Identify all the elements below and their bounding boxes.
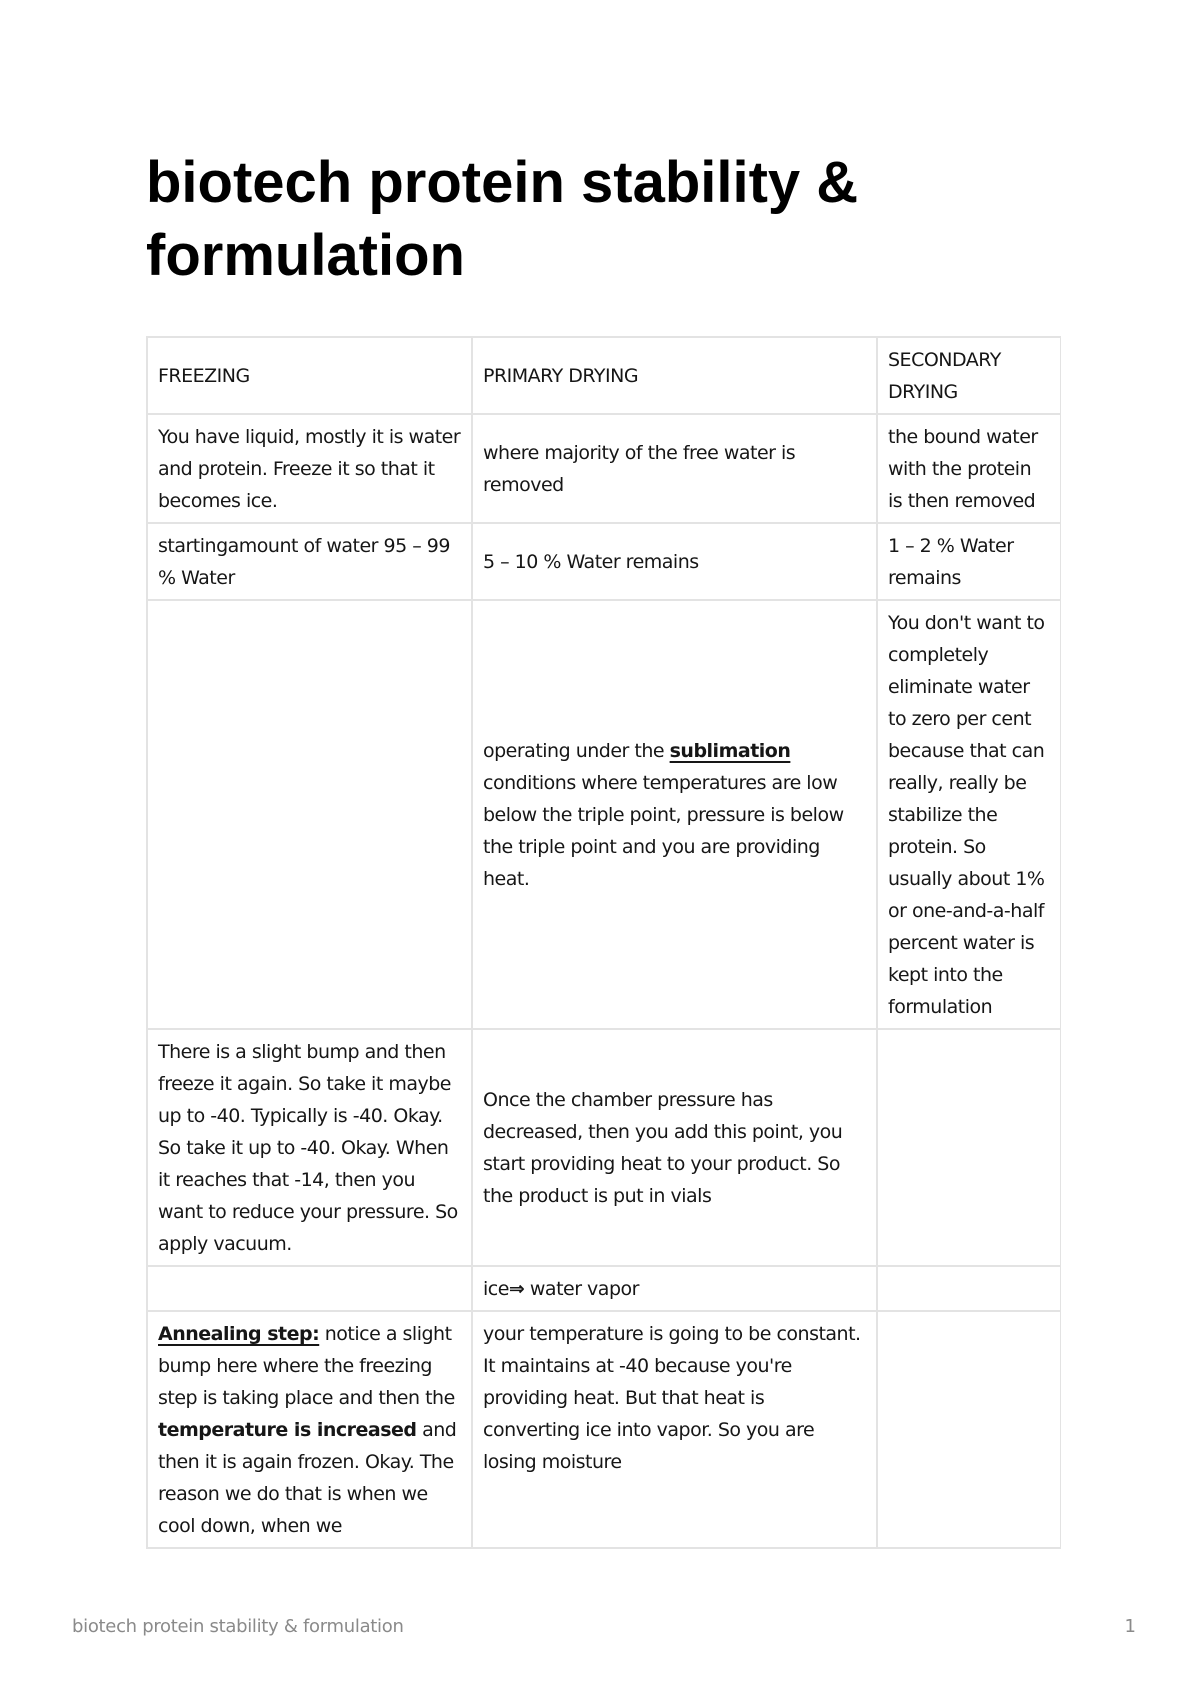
lyophilization-table-container bbox=[146, 336, 1061, 1559]
cell-primary-water-amount: 5 – 10 % Water remains bbox=[472, 523, 877, 600]
cell-secondary-empty bbox=[877, 1029, 1061, 1266]
arrow-right-icon: ⇒ bbox=[508, 1278, 525, 1300]
cell-freezing-water-amount: startingamount of water 95 – 99 % Water bbox=[147, 523, 472, 600]
cell-primary-chamber-pressure: Once the chamber pressure has decreased, then you add this point, you start providing heat to your product. So the product is put in vials bbox=[472, 1029, 877, 1266]
cell-freezing-annealing bbox=[147, 1311, 472, 1548]
table-header-row bbox=[147, 337, 1061, 414]
lyophilization-table bbox=[146, 336, 1061, 1549]
annealing-step-label: Annealing step: bbox=[158, 1323, 320, 1345]
cell-primary-sublimation bbox=[472, 600, 877, 1029]
footer-page-number: 1 bbox=[1124, 1616, 1136, 1637]
table-row bbox=[147, 414, 1061, 523]
cell-secondary-residual-water: You don't want to completely eliminate water to zero per cent because that can really, really be stabilize the protein. So usually about 1% or one-and-a-half percent water is kept into the formulation bbox=[877, 600, 1061, 1029]
text-run: operating under the bbox=[483, 740, 670, 762]
cell-freezing-empty bbox=[147, 1266, 472, 1311]
cell-freezing-bump: There is a slight bump and then freeze it again. So take it maybe up to -40. Typically is -40. Okay. So take it up to -40. Okay. When it reaches that -14, then you want to reduce your pressure. So apply vacuum. bbox=[147, 1029, 472, 1266]
header-primary-drying: PRIMARY DRYING bbox=[472, 337, 877, 414]
cell-secondary-empty bbox=[877, 1266, 1061, 1311]
table-row bbox=[147, 523, 1061, 600]
text-run: ice bbox=[483, 1278, 509, 1300]
cell-freezing-empty bbox=[147, 600, 472, 1029]
cell-primary-description: where majority of the free water is removed bbox=[472, 414, 877, 523]
cell-secondary-description: the bound water with the protein is then removed bbox=[877, 414, 1061, 523]
header-secondary-drying: SECONDARY DRYING bbox=[877, 337, 1061, 414]
table-row bbox=[147, 600, 1061, 1029]
cell-primary-ice-vapor bbox=[472, 1266, 877, 1311]
cell-freezing-description: You have liquid, mostly it is water and protein. Freeze it so that it becomes ice. bbox=[147, 414, 472, 523]
footer-document-name: biotech protein stability & formulation bbox=[72, 1616, 404, 1637]
text-run: notice a slight bump here where the freezing step is taking place and then the bbox=[158, 1323, 455, 1409]
text-run: water vapor bbox=[524, 1278, 639, 1300]
text-run: and then it is again frozen. Okay. The reason we do that is when we cool down, when we bbox=[158, 1419, 457, 1537]
cell-secondary-water-amount: 1 – 2 % Water remains bbox=[877, 523, 1061, 600]
page-title: biotech protein stability & formulation bbox=[146, 150, 859, 288]
cell-primary-temperature: your temperature is going to be constant. It maintains at -40 because you're providing heat. But that heat is converting ice into vapor. So you are losing moisture bbox=[472, 1311, 877, 1548]
sublimation-term: sublimation bbox=[669, 740, 791, 762]
table-row bbox=[147, 1311, 1061, 1548]
table-row bbox=[147, 1266, 1061, 1311]
header-freezing: FREEZING bbox=[147, 337, 472, 414]
cell-secondary-empty bbox=[877, 1311, 1061, 1548]
text-run: conditions where temperatures are low below the triple point, pressure is below the triple point and you are providing heat. bbox=[483, 772, 844, 890]
temperature-increased-term: temperature is increased bbox=[158, 1419, 417, 1441]
table-row bbox=[147, 1029, 1061, 1266]
